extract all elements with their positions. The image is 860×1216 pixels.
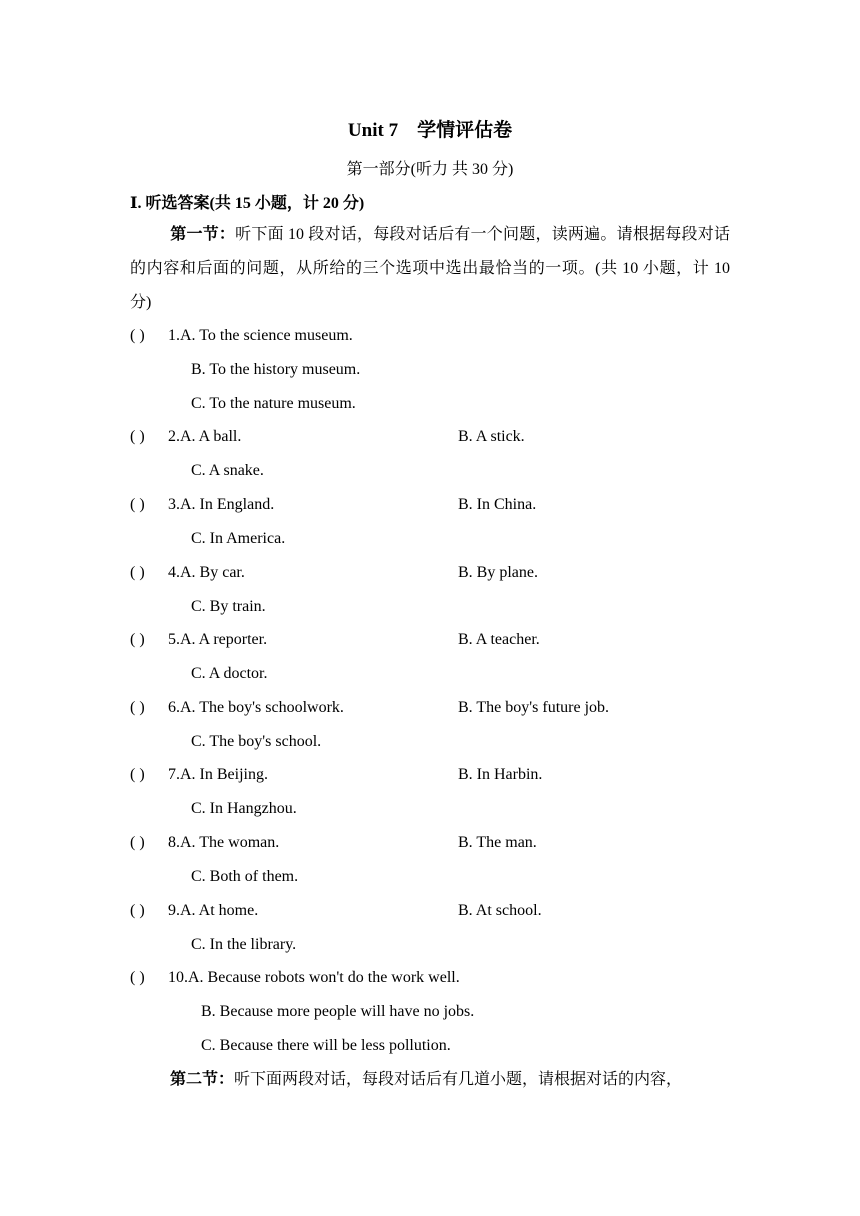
part2-instructions — [130, 1063, 730, 1097]
page-title: Unit 7 学情评估卷 — [347, 120, 513, 141]
option-b: B. A teacher. — [458, 631, 540, 648]
question-number-option-a: 7.A. In Beijing. — [168, 766, 268, 783]
part1-instructions — [130, 218, 730, 320]
option-b: B. A stick. — [458, 428, 525, 445]
answer-blank[interactable]: ( ) — [130, 699, 145, 716]
section-label: Ⅰ. 听选答案(共 15 小题，计 20 分) — [130, 195, 365, 212]
question-number-option-a: 6.A. The boy's schoolwork. — [168, 699, 344, 716]
option-b: B. In China. — [458, 496, 537, 513]
question-number-option-a: 3.A. In England. — [168, 496, 275, 513]
option-c: C. Both of them. — [191, 868, 299, 885]
option-b: B. By plane. — [458, 564, 538, 581]
part1-text: 听下面 10 段对话，每段对话后有一个问题，读两遍。请根据每段对话的内容和后面的问题，从所给的三个选项中选出最恰当的一项。(共 10 小题，计 10 分) — [130, 226, 730, 311]
answer-blank[interactable]: ( ) — [130, 428, 145, 445]
section-heading — [130, 190, 364, 213]
option-b: B. To the history museum. — [191, 361, 361, 378]
question-number-option-a: 1.A. To the science museum. — [168, 327, 353, 344]
option-b: B. The boy's future job. — [458, 699, 610, 716]
part2-text: 听下面两段对话，每段对话后有几道小题，请根据对话的内容， — [234, 1071, 683, 1088]
part-heading: 第一部分(听力 共 30 分) — [346, 161, 514, 178]
option-b: B. At school. — [458, 902, 542, 919]
question-number-option-a: 8.A. The woman. — [168, 834, 280, 851]
option-c: C. In the library. — [191, 936, 297, 953]
option-c: C. A snake. — [191, 462, 264, 479]
question-number-option-a: 5.A. A reporter. — [168, 631, 268, 648]
option-c: C. In Hangzhou. — [191, 800, 297, 817]
part1-heading: 第一节： — [170, 226, 236, 243]
option-b: B. The man. — [458, 834, 537, 851]
answer-blank[interactable]: ( ) — [130, 766, 145, 783]
answer-blank[interactable]: ( ) — [130, 902, 145, 919]
answer-blank[interactable]: ( ) — [130, 496, 145, 513]
option-b: B. In Harbin. — [458, 766, 543, 783]
option-c: C. The boy's school. — [191, 733, 322, 750]
option-c: C. To the nature museum. — [191, 395, 356, 412]
option-c: C. By train. — [191, 598, 266, 615]
option-c: C. Because there will be less pollution. — [201, 1037, 451, 1054]
question-number-option-a: 9.A. At home. — [168, 902, 259, 919]
question-number-option-a: 2.A. A ball. — [168, 428, 242, 445]
question-number-option-a: 10.A. Because robots won't do the work well. — [168, 969, 460, 986]
option-c: C. In America. — [191, 530, 286, 547]
part2-heading: 第二节： — [170, 1071, 235, 1088]
answer-blank[interactable]: ( ) — [130, 564, 145, 581]
option-c: C. A doctor. — [191, 665, 268, 682]
option-b: B. Because more people will have no jobs. — [201, 1003, 475, 1020]
answer-blank[interactable]: ( ) — [130, 969, 145, 986]
answer-blank[interactable]: ( ) — [130, 327, 145, 344]
answer-blank[interactable]: ( ) — [130, 631, 145, 648]
answer-blank[interactable]: ( ) — [130, 834, 145, 851]
question-number-option-a: 4.A. By car. — [168, 564, 245, 581]
